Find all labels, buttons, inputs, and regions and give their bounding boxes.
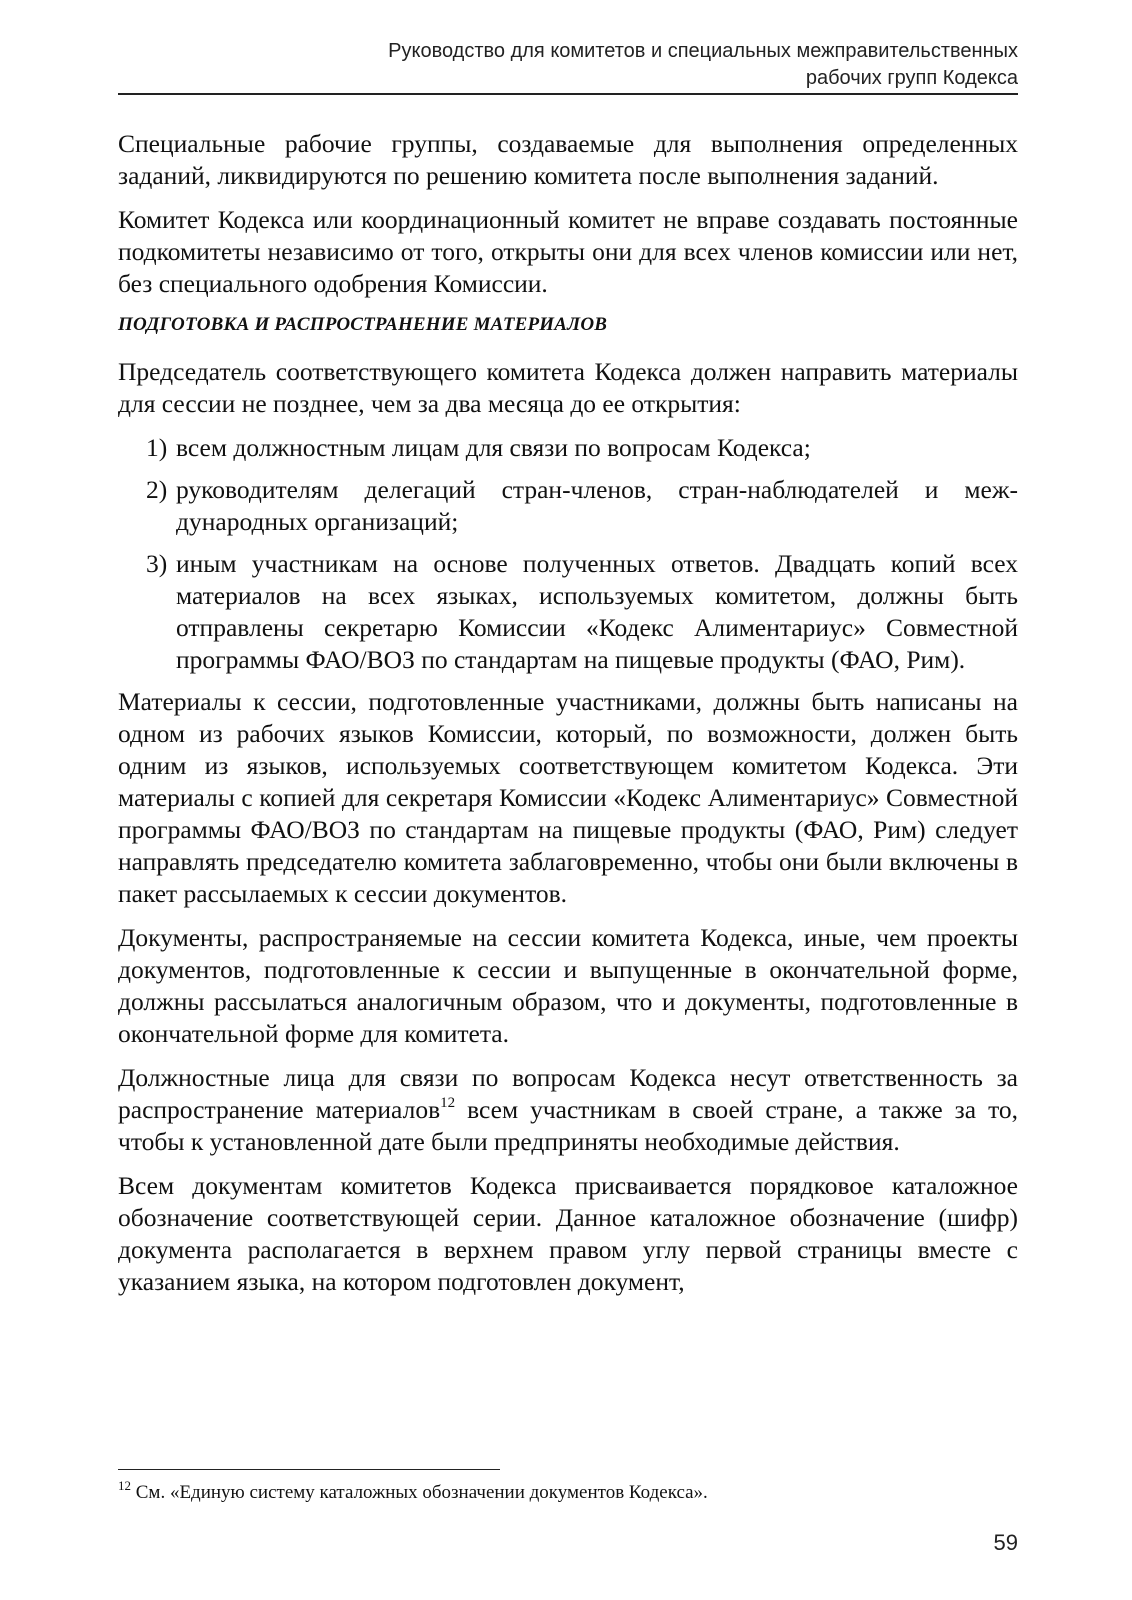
footnote-number: 12 — [118, 1477, 131, 1493]
paragraph-catalogue-symbols: Всем документам комитетов Кодекса присваивается порядковое каталожное обозначение соответствующей серии. Данное каталожное обозначение (шифр) документа располагается в верхнем правом углу первой страницы вместе с указанием языка, на котором подготовлен документ, — [118, 1171, 1018, 1296]
paragraph-text-end: всем участникам в своей стране, а также за то, чтобы к установленной дате были предприняты необходимые действия. — [118, 1095, 1018, 1156]
paragraph-contact-points — [118, 1062, 1018, 1158]
header-rule — [118, 93, 1018, 95]
list-item — [118, 548, 1018, 676]
recipients-list — [118, 432, 1018, 676]
paragraph-distributed-documents: Документы, распространяемые на сессии комитета Кодекса, иные, чем проекты документов, подготовленные к сессии и выпущенные в окончательной форме, должны рассылаться аналогичным образом, что и документы, подготовленные в окончательной форме для комитета. — [118, 923, 1018, 1048]
footnote — [118, 1477, 1018, 1505]
running-header — [118, 38, 1018, 92]
footnote-reference[interactable]: 12 — [440, 1094, 456, 1111]
page-number: 59 — [993, 1530, 1018, 1555]
list-item — [118, 432, 1018, 464]
list-item-number: 2) — [146, 475, 168, 504]
paragraph-subcommittees: Комитет Кодекса или координационный комитет не вправе создавать постоянные подкомитеты независимо от того, открыты они для всех членов комиссии или нет, без специального одобрения Комиссии. — [118, 205, 1018, 298]
section-heading: ПОДГОТОВКА И РАСПРОСТРАНЕНИЕ МАТЕРИАЛОВ — [118, 314, 608, 335]
list-item-number: 3) — [146, 549, 168, 578]
paragraph-session-materials: Материалы к сессии, подготовленные участниками, должны быть написаны на одном из рабочих языков Комиссии, который, по возможности, должен быть одним из языков, используемых соответствующем комитетом Кодекса. Эти материалы с копией для секретаря Комиссии «Кодекс Алиментариус» Совместной программы ФАО/ВОЗ по стандартам на пищевые продукты (ФАО, Рим) следует направлять председателю комитета заблаговременно, чтобы они были включены в пакет рассылаемых к сессии документов. — [118, 687, 1018, 908]
list-item-text: всем должностным лицам для связи по вопросам Кодекса; — [176, 433, 811, 462]
footnote-rule — [118, 1469, 500, 1470]
running-header-line-1: Руководство для комитетов и специальных межправительственных — [388, 40, 1018, 62]
footnote-text: См. «Единую систему каталожных обозначении документов Кодекса». — [131, 1482, 708, 1503]
list-item-number: 1) — [146, 433, 168, 462]
paragraph-text-start: Должностные лица для связи по вопросам Кодекса несут ответственность за распространение материалов — [118, 1063, 1018, 1124]
running-header-line-2: рабочих групп Кодекса — [805, 67, 1018, 89]
list-item — [118, 474, 1018, 538]
list-item-text: руководителям делегаций стран-членов, стран-наблюдателей и международных организаций; — [176, 475, 1018, 536]
paragraph-chair-materials: Председатель соответствующего комитета Кодекса должен направить материалы для сессии не позднее, чем за два месяца до ее открытия: — [118, 357, 1018, 418]
list-item-text: иным участникам на основе полученных ответов. Двадцать копий всех материалов на всех языках, используемых комитетом, должны быть отправлены секретарю Комиссии «Кодекс Алиментариус» Совместной программы ФАО/ВОЗ по стандартам на пищевые продукты (ФАО, Рим). — [176, 549, 1018, 674]
paragraph-special-groups: Специальные рабочие группы, создаваемые для выполнения определенных заданий, ликвидируются по решению комитета после выполнения заданий. — [118, 129, 1018, 190]
body-text — [118, 128, 1018, 1310]
